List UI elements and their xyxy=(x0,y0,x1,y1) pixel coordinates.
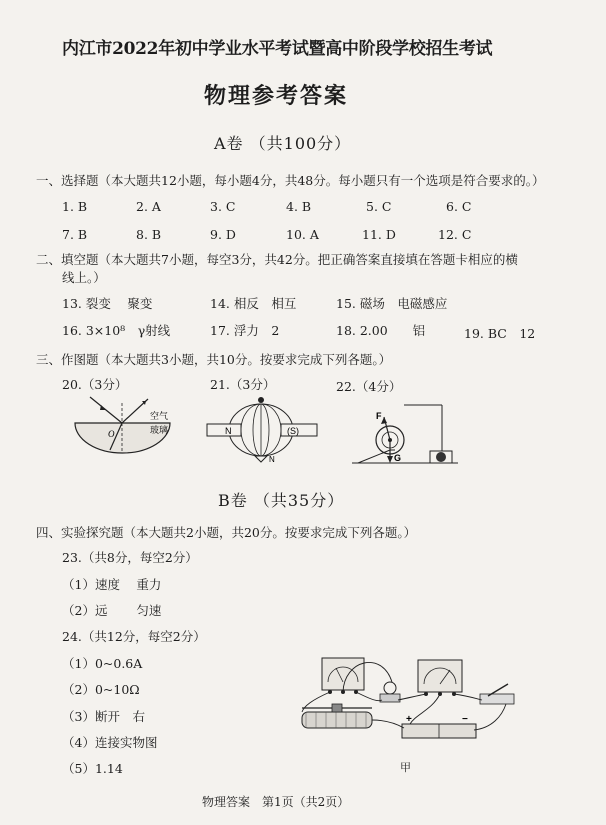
q24-heading: 24.（共12分，每空2分） xyxy=(62,629,206,644)
answer-12: 12. C xyxy=(438,227,472,242)
q21-label: 21.（3分） xyxy=(210,377,276,392)
section2-heading-line2: 线上。） xyxy=(62,270,106,285)
answer-10: 10. A xyxy=(286,227,319,242)
answer-16: 16. 3×10⁸ γ射线 xyxy=(62,323,171,338)
answer-17: 17. 浮力 2 xyxy=(210,323,280,338)
answer-11: 11. D xyxy=(362,227,396,242)
answer-8: 8. B xyxy=(136,227,162,242)
volume-b-title: B卷 （共35分） xyxy=(218,491,345,510)
exam-title: 内江市2022年初中学业水平考试暨高中阶段学校招生考试 xyxy=(62,39,493,59)
q23-heading: 23.（共8分，每空2分） xyxy=(62,550,198,565)
q24-answer-5: （5）1.14 xyxy=(62,761,123,776)
q20-label: 20.（3分） xyxy=(62,377,128,392)
magnetic-field-figure xyxy=(205,392,320,464)
answer-9: 9. D xyxy=(210,227,236,242)
q24-answer-1: （1）0~0.6A xyxy=(62,656,143,671)
battery-plus: + xyxy=(406,714,412,725)
answer-15: 15. 磁场 电磁感应 xyxy=(336,296,448,311)
fig20-air-label: 空气 xyxy=(150,412,169,422)
answer-7: 7. B xyxy=(62,227,88,242)
fig21-s-label: (S) xyxy=(287,426,299,436)
answer-4: 4. B xyxy=(286,199,312,214)
cylinder-step-figure xyxy=(350,395,460,470)
circuit-figure xyxy=(292,650,522,758)
q24-answer-4: （4）连接实物图 xyxy=(62,735,158,750)
answer-3: 3. C xyxy=(210,199,236,214)
q23-answer-1: （1）速度 重力 xyxy=(62,577,162,592)
q23-answer-2: （2）远 匀速 xyxy=(62,603,162,618)
circuit-figure-label: 甲 xyxy=(400,761,411,774)
section3-heading: 三、作图题（本大题共3小题，共10分。按要求完成下列各题。） xyxy=(36,352,392,367)
fig21-n-bottom: N xyxy=(269,455,275,464)
battery-minus: − xyxy=(462,714,468,725)
q24-answer-3: （3）断开 右 xyxy=(62,709,145,724)
q24-answer-2: （2）0~10Ω xyxy=(62,682,140,697)
fig20-o-label: O xyxy=(108,429,115,439)
answer-5: 5. C xyxy=(366,199,392,214)
doc-title: 物理参考答案 xyxy=(204,83,349,109)
volume-a-title: A卷 （共100分） xyxy=(214,134,352,153)
answer-6: 6. C xyxy=(446,199,472,214)
section2-heading-line1: 二、填空题（本大题共7小题，每空3分，共42分。把正确答案直接填在答题卡相应的横 xyxy=(36,252,518,267)
fig22-f-label: F xyxy=(376,411,382,421)
q22-label: 22.（4分） xyxy=(336,379,402,394)
page-footer: 物理答案 第1页（共2页） xyxy=(202,795,350,809)
section4-heading: 四、实验探究题（本大题共2小题，共20分。按要求完成下列各题。） xyxy=(36,525,417,540)
answer-14: 14. 相反 相互 xyxy=(210,296,297,311)
answer-19: 19. BC 12 xyxy=(464,326,536,341)
refraction-figure xyxy=(70,395,180,457)
fig20-glass-label: 玻璃 xyxy=(150,426,169,436)
answer-18: 18. 2.00 铝 xyxy=(336,323,426,338)
fig21-n-left: N xyxy=(225,426,232,436)
answer-13: 13. 裂变 聚变 xyxy=(62,296,153,311)
fig22-g-label: G xyxy=(394,453,402,463)
answer-1: 1. B xyxy=(62,199,88,214)
answer-2: 2. A xyxy=(136,199,161,214)
section1-heading: 一、选择题（本大题共12小题，每小题4分，共48分。每小题只有一个选项是符合要求的。） xyxy=(36,173,545,188)
